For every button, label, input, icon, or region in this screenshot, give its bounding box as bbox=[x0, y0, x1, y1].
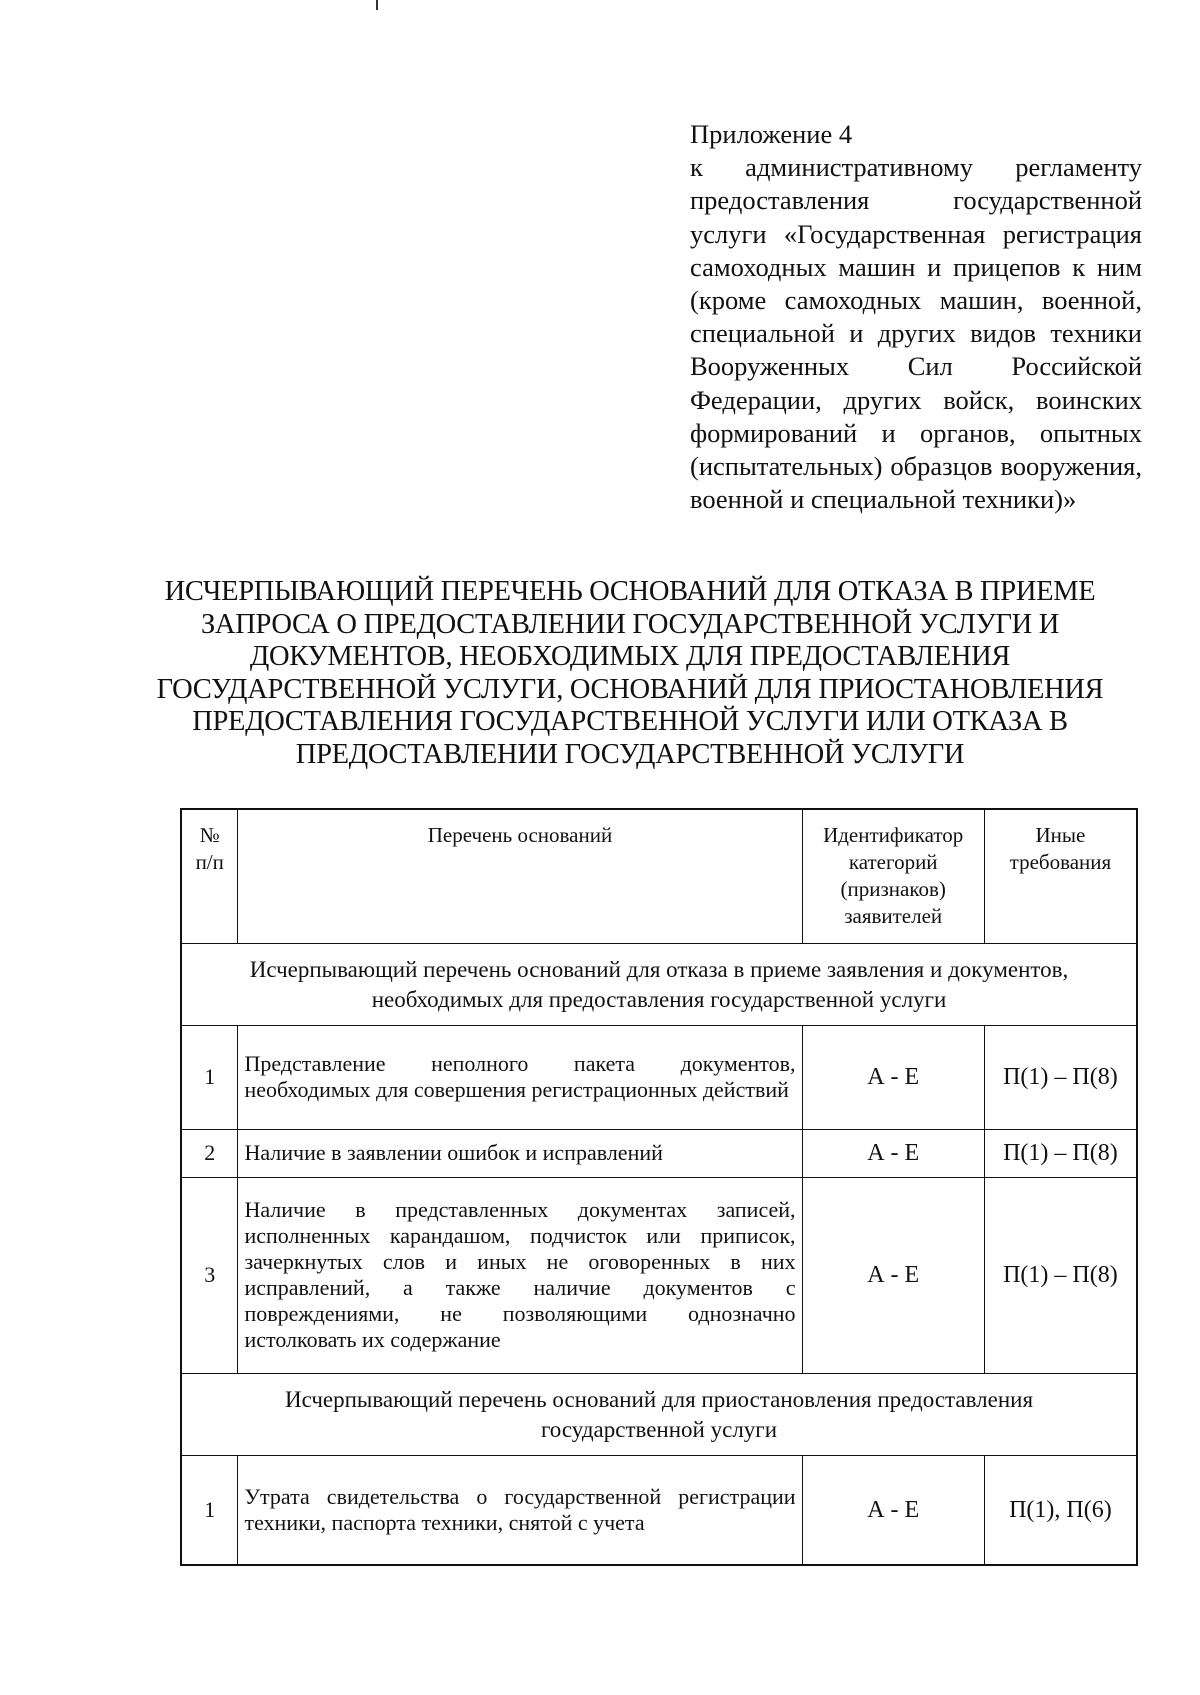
row-num: 1 bbox=[181, 1455, 238, 1565]
row-requirements: П(1) – П(8) bbox=[984, 1129, 1137, 1177]
table-header-row bbox=[181, 809, 1137, 943]
row-num: 1 bbox=[181, 1025, 238, 1129]
row-requirements: П(1) – П(8) bbox=[984, 1025, 1137, 1129]
header-identifier-line: заявителей bbox=[844, 904, 943, 928]
header-num-line: № bbox=[199, 823, 220, 847]
header-other-requirements bbox=[984, 809, 1137, 943]
row-requirements: П(1), П(6) bbox=[984, 1455, 1137, 1565]
row-identifier: А - Е bbox=[802, 1455, 984, 1565]
table-row bbox=[181, 1129, 1137, 1177]
section-title bbox=[181, 943, 1137, 1025]
header-identifier-line: Идентификатор bbox=[823, 823, 964, 847]
header-grounds: Перечень оснований bbox=[238, 809, 802, 943]
section-title bbox=[181, 1373, 1137, 1455]
row-identifier: А - Е bbox=[802, 1129, 984, 1177]
table-row bbox=[181, 1177, 1137, 1373]
header-other-line: требования bbox=[1009, 850, 1112, 874]
section-title-line: государственной услуги bbox=[540, 1417, 778, 1442]
section-title-line: Исчерпывающий перечень оснований для отказа в приеме заявления и документов, bbox=[249, 957, 1069, 982]
section-row-suspension bbox=[181, 1373, 1137, 1455]
scan-artifact-mark bbox=[376, 0, 378, 10]
appendix-text: к административному регламенту предоставления государственной услуги «Государственная регистрация самоходных машин и прицепов к ним (кроме самоходных машин, военной, специальной и других видов техники Вооруженных Сил Российской Федерации, других войск, воинских формирований и органов, опытных (испытательных) образцов вооружения, военной и специальной техники)» bbox=[690, 152, 1142, 515]
row-requirements: П(1) – П(8) bbox=[984, 1177, 1137, 1373]
header-other-line: Иные bbox=[1035, 823, 1086, 847]
appendix-block bbox=[690, 118, 1142, 516]
title-line: ЗАПРОСА О ПРЕДОСТАВЛЕНИИ ГОСУДАРСТВЕННОЙ УСЛУГИ И bbox=[200, 608, 1060, 640]
appendix-label: Приложение 4 bbox=[690, 119, 853, 149]
row-identifier: А - Е bbox=[802, 1025, 984, 1129]
title-line: ПРЕДОСТАВЛЕНИЯ ГОСУДАРСТВЕННОЙ УСЛУГИ ИЛИ ОТКАЗА В bbox=[192, 706, 1068, 737]
grounds-table bbox=[180, 808, 1138, 1566]
header-identifier-line: (признаков) bbox=[840, 877, 946, 901]
title-line: ДОКУМЕНТОВ, НЕОБХОДИМЫХ ДЛЯ ПРЕДОСТАВЛЕНИЯ bbox=[249, 641, 1011, 672]
title-line: ПРЕДОСТАВЛЕНИИ ГОСУДАРСТВЕННОЙ УСЛУГИ bbox=[295, 738, 965, 770]
table-row bbox=[181, 1025, 1137, 1129]
document-title bbox=[150, 576, 1110, 771]
title-line: ИСЧЕРПЫВАЮЩИЙ ПЕРЕЧЕНЬ ОСНОВАНИЙ ДЛЯ ОТКАЗА В ПРИЕМЕ bbox=[164, 576, 1096, 607]
section-title-line: Исчерпывающий перечень оснований для приостановления предоставления bbox=[284, 1387, 1034, 1412]
row-num: 2 bbox=[181, 1129, 238, 1177]
header-num-line: п/п bbox=[195, 850, 224, 874]
row-num: 3 bbox=[181, 1177, 238, 1373]
title-line: ГОСУДАРСТВЕННОЙ УСЛУГИ, ОСНОВАНИЙ ДЛЯ ПРИОСТАНОВЛЕНИЯ bbox=[156, 673, 1104, 705]
header-identifier-line: категорий bbox=[848, 850, 938, 874]
row-text: Наличие в заявлении ошибок и исправлений bbox=[238, 1129, 802, 1177]
header-identifier bbox=[802, 809, 984, 943]
row-text: Утрата свидетельства о государственной регистрации техники, паспорта техники, снятой с учета bbox=[238, 1455, 802, 1565]
row-identifier: А - Е bbox=[802, 1177, 984, 1373]
section-row-refusal bbox=[181, 943, 1137, 1025]
table-row bbox=[181, 1455, 1137, 1565]
row-text: Наличие в представленных документах записей, исполненных карандашом, подчисток или приписок, зачеркнутых слов и иных не оговоренных в них исправлений, а также наличие документов с повреждениями, не позволяющими однозначно истолковать их содержание bbox=[238, 1177, 802, 1373]
header-num bbox=[181, 809, 238, 943]
row-text: Представление неполного пакета документов, необходимых для совершения регистрационных действий bbox=[238, 1025, 802, 1129]
section-title-line: необходимых для предоставления государственной услуги bbox=[371, 987, 947, 1012]
